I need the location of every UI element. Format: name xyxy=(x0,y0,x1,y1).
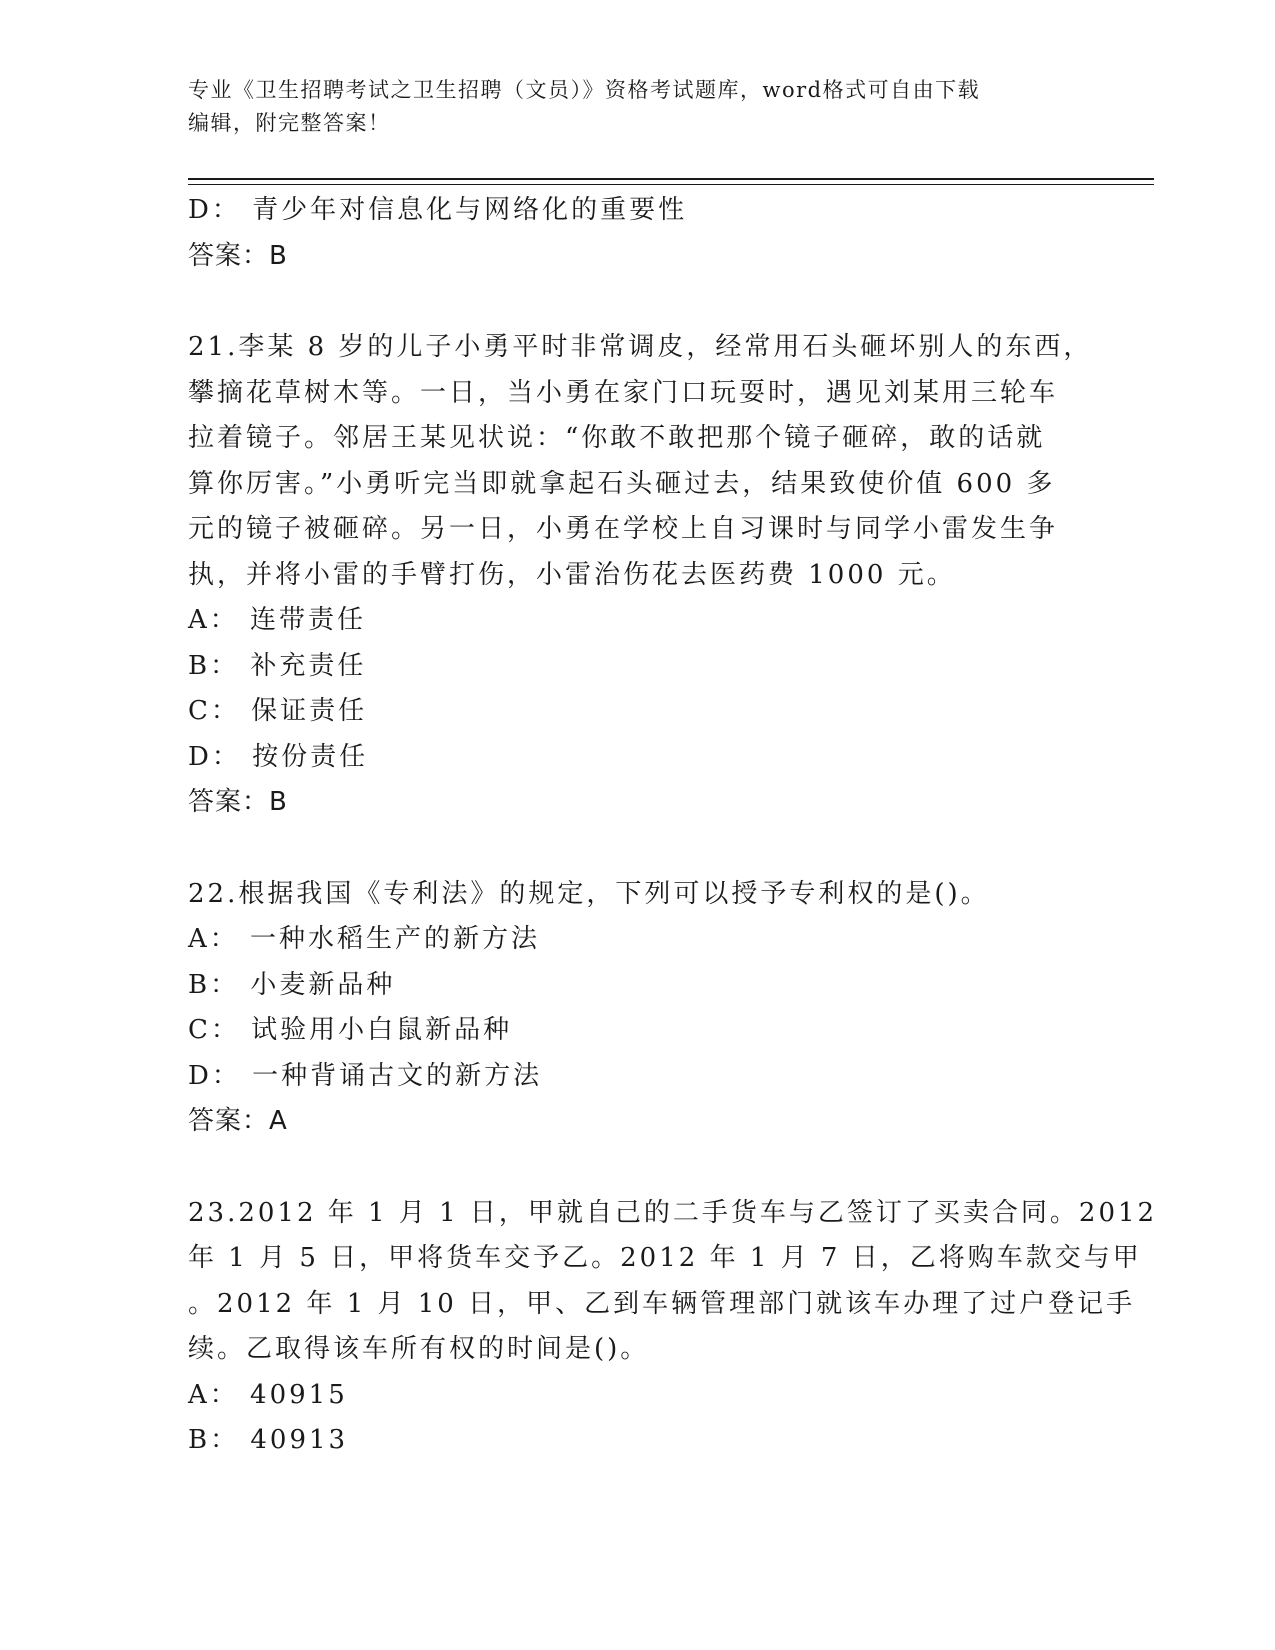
spacer xyxy=(188,279,1088,325)
q21-stem-line: 元的镜子被砸碎。另一日，小勇在学校上自习课时与同学小雷发生争 xyxy=(188,514,1059,544)
q22-option-c: C： 试验用小白鼠新品种 xyxy=(188,1015,513,1045)
header-line-1: 专业《卫生招聘考试之卫生招聘（文员）》资格考试题库，word格式可自由下载 xyxy=(188,78,981,102)
question-23 xyxy=(188,1191,1158,1464)
prev-answer: 答案：B xyxy=(188,240,288,271)
prev-option-d: D： 青少年对信息化与网络化的重要性 xyxy=(188,195,688,225)
header-divider-thin xyxy=(188,184,1154,185)
q23-stem-line: 年 1 月 5 日，甲将货车交予乙。2012 年 1 月 7 日，乙将购车款交与甲 xyxy=(188,1243,1142,1273)
q23-stem-line: 续。乙取得该车所有权的时间是()。 xyxy=(188,1334,650,1364)
q22-option-a: A： 一种水稻生产的新方法 xyxy=(188,924,541,954)
question-21 xyxy=(188,325,1093,826)
q21-stem-line: 算你厉害。”小勇听完当即就拿起石头砸过去，结果致使价值 600 多 xyxy=(188,468,1056,499)
document-header xyxy=(188,74,1088,140)
q22-stem-line: 22.根据我国《专利法》的规定，下列可以授予专利权的是()。 xyxy=(188,878,990,909)
spacer xyxy=(188,826,1088,872)
q22-option-d: D： 一种背诵古文的新方法 xyxy=(188,1060,543,1091)
q23-option-a: A： 40915 xyxy=(188,1379,348,1410)
q23-stem-line: 23.2012 年 1 月 1 日，甲就自己的二手货车与乙签订了买卖合同。2012 xyxy=(188,1197,1158,1228)
q23-option-b: B： 40913 xyxy=(188,1425,349,1455)
q21-answer: 答案：B xyxy=(188,787,288,817)
spacer xyxy=(188,1145,1088,1191)
header-divider-thick xyxy=(188,178,1154,180)
q21-stem-line: 拉着镜子。邻居王某见状说：“你敢不敢把那个镜子砸碎，敢的话就 xyxy=(188,423,1046,453)
q22-answer: 答案：A xyxy=(188,1106,288,1136)
q21-option-d: D： 按份责任 xyxy=(188,741,369,772)
q21-option-b: B： 补充责任 xyxy=(188,650,367,681)
q23-stem-line: 。2012 年 1 月 10 日，甲、乙到车辆管理部门就该车办理了过户登记手 xyxy=(188,1288,1136,1319)
question-content xyxy=(188,188,1158,1464)
q22-option-b: B： 小麦新品种 xyxy=(188,969,396,1000)
q21-option-a: A： 连带责任 xyxy=(188,605,367,635)
q21-option-c: C： 保证责任 xyxy=(188,696,368,726)
header-line-2: 编辑，附完整答案！ xyxy=(188,111,391,135)
q21-stem-line: 攀摘花草树木等。一日，当小勇在家门口玩耍时，遇见刘某用三轮车 xyxy=(188,377,1059,408)
q21-stem-line: 执，并将小雷的手臂打伤，小雷治伤花去医药费 1000 元。 xyxy=(188,559,956,590)
question-22 xyxy=(188,872,1088,1145)
q21-stem-line: 21.李某 8 岁的儿子小勇平时非常调皮，经常用石头砸坏别人的东西， xyxy=(188,332,1093,362)
